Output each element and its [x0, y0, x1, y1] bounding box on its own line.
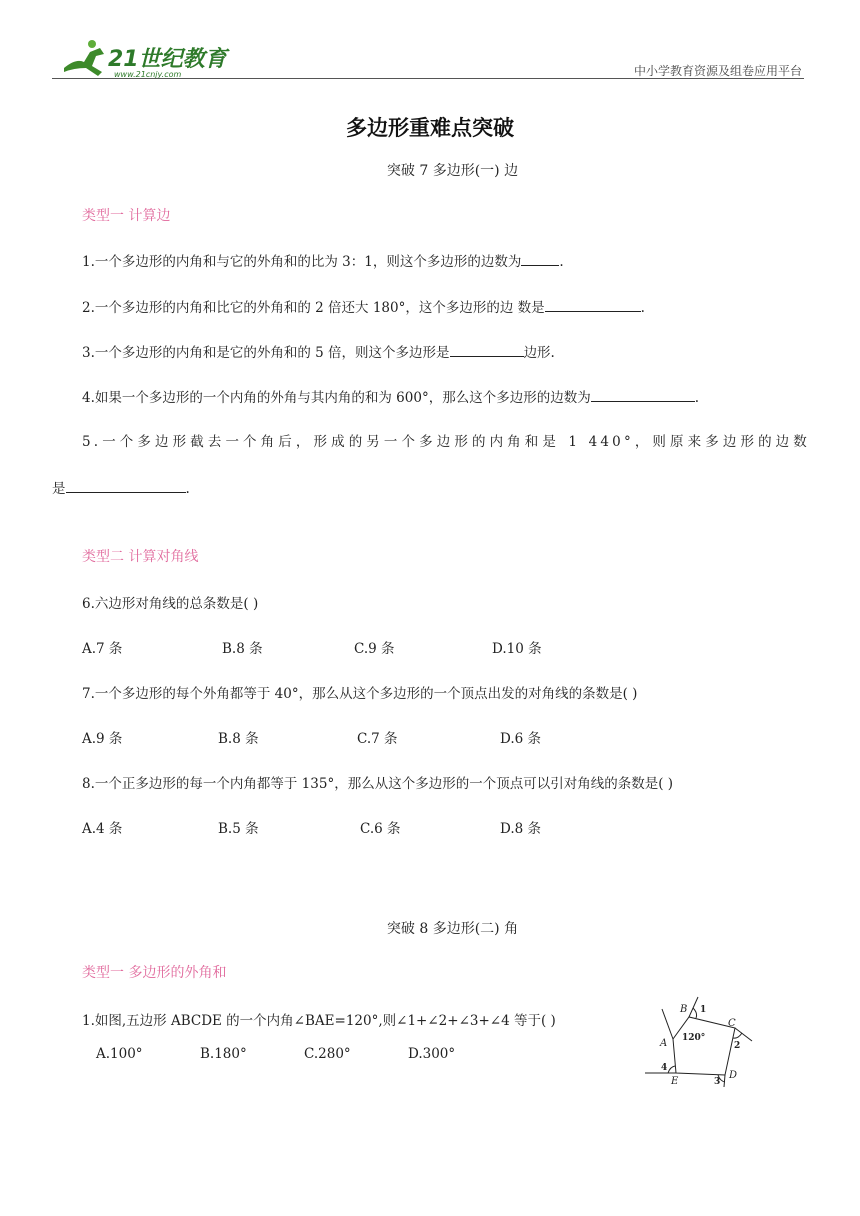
- vertex-label-e: E: [671, 1076, 679, 1087]
- pentagon-shape: [673, 1017, 735, 1075]
- angle-arc-4: [668, 1066, 675, 1073]
- q8-option-a[interactable]: A.4 条: [82, 821, 123, 837]
- s2q1-option-c[interactable]: C.280°: [304, 1046, 351, 1062]
- logo-runner-head: [88, 40, 96, 48]
- question-text: 3.一个多边形的内角和是它的外角和的 5 倍，则这个多边形是: [82, 345, 450, 361]
- question-4: [82, 386, 699, 406]
- q7-option-d[interactable]: D.6 条: [500, 731, 542, 747]
- period: .: [185, 481, 190, 497]
- question-6: 6.六边形对角线的总条数是( ): [82, 596, 259, 612]
- logo-runner-icon: [64, 48, 104, 76]
- angle-label-2: 2: [734, 1041, 741, 1051]
- q6-option-c[interactable]: C.9 条: [354, 641, 395, 657]
- header-divider: [52, 78, 804, 79]
- angle-arc-1: [693, 1008, 697, 1018]
- period: .: [640, 300, 645, 316]
- question-1: [82, 250, 564, 270]
- angle-label-1: 1: [700, 1005, 707, 1015]
- question-5: 5.一个多边形截去一个角后，形成的另一个多边形的内角和是 1 440°，则原来多边形的边数: [82, 434, 810, 450]
- question-3: [82, 341, 555, 361]
- angle-arc-2: [733, 1033, 742, 1038]
- type-label-compute-sides: 类型一 计算边: [82, 208, 171, 224]
- vertex-label-a: A: [660, 1038, 668, 1049]
- q7-option-a[interactable]: A.9 条: [82, 731, 123, 747]
- s2q1-option-b[interactable]: B.180°: [200, 1046, 247, 1062]
- extension-line-cd: [724, 1075, 725, 1087]
- page-title: 多边形重难点突破: [346, 116, 514, 140]
- answer-blank[interactable]: [450, 344, 524, 357]
- question-2: [82, 296, 645, 316]
- period: .: [559, 254, 564, 270]
- type-label-compute-diagonals: 类型二 计算对角线: [82, 549, 199, 565]
- header-platform-text: 中小学教育资源及组卷应用平台: [633, 64, 802, 78]
- q7-option-c[interactable]: C.7 条: [357, 731, 398, 747]
- question-text: 是: [52, 481, 66, 497]
- vertex-label-d: D: [729, 1070, 738, 1081]
- extension-line-ea: [662, 1009, 673, 1039]
- question-s2-1: 1.如图,五边形 ABCDE 的一个内角∠BAE=120°,则∠1+∠2+∠3+∠4 等于( ): [82, 1013, 556, 1029]
- angle-label-4: 4: [661, 1063, 668, 1073]
- q7-option-b[interactable]: B.8 条: [218, 731, 259, 747]
- logo-text: 21世纪教育: [108, 47, 227, 72]
- answer-blank[interactable]: [521, 253, 559, 266]
- question-text: 2.一个多边形的内角和比它的外角和的 2 倍还大 180°，这个多边形的边 数是: [82, 300, 545, 316]
- vertex-label-c: C: [728, 1018, 736, 1029]
- q6-option-d[interactable]: D.10 条: [492, 641, 542, 657]
- inner-angle-label: 120°: [682, 1033, 706, 1043]
- s2q1-option-a[interactable]: A.100°: [96, 1046, 143, 1062]
- q6-option-a[interactable]: A.7 条: [82, 641, 123, 657]
- q6-option-b[interactable]: B.8 条: [222, 641, 263, 657]
- question-text: 1.一个多边形的内角和与它的外角和的比为 3：1，则这个多边形的边数为: [82, 254, 522, 270]
- section-title-7: 突破 7 多边形(一) 边: [386, 163, 519, 179]
- question-5-continued: [52, 477, 190, 497]
- q8-option-c[interactable]: C.6 条: [360, 821, 401, 837]
- type-label-exterior-angles: 类型一 多边形的外角和: [82, 965, 227, 981]
- q8-option-d[interactable]: D.8 条: [500, 821, 542, 837]
- vertex-label-b: B: [680, 1004, 688, 1015]
- extension-line-bc: [735, 1028, 752, 1041]
- question-text-suffix: 边形.: [523, 345, 555, 361]
- question-8: 8.一个正多边形的每一个内角都等于 135°，那么从这个多边形的一个顶点可以引对角线的条数是( ): [82, 776, 674, 792]
- pentagon-figure: [640, 995, 755, 1087]
- answer-blank[interactable]: [545, 299, 641, 312]
- section-title-8: 突破 8 多边形(二) 角: [386, 921, 519, 937]
- q8-option-b[interactable]: B.5 条: [218, 821, 259, 837]
- answer-blank[interactable]: [66, 480, 186, 493]
- question-7: 7.一个多边形的每个外角都等于 40°，那么从这个多边形的一个顶点出发的对角线的条数是( ): [82, 686, 638, 702]
- s2q1-option-d[interactable]: D.300°: [408, 1046, 456, 1062]
- answer-blank[interactable]: [591, 389, 695, 402]
- period: .: [694, 390, 699, 406]
- logo-21cnjy: [56, 38, 236, 80]
- logo-url: www.21cnjy.com: [114, 70, 182, 79]
- angle-label-3: 3: [714, 1077, 721, 1087]
- question-text: 4.如果一个多边形的一个内角的外角与其内角的和为 600°，那么这个多边形的边数为: [82, 390, 591, 406]
